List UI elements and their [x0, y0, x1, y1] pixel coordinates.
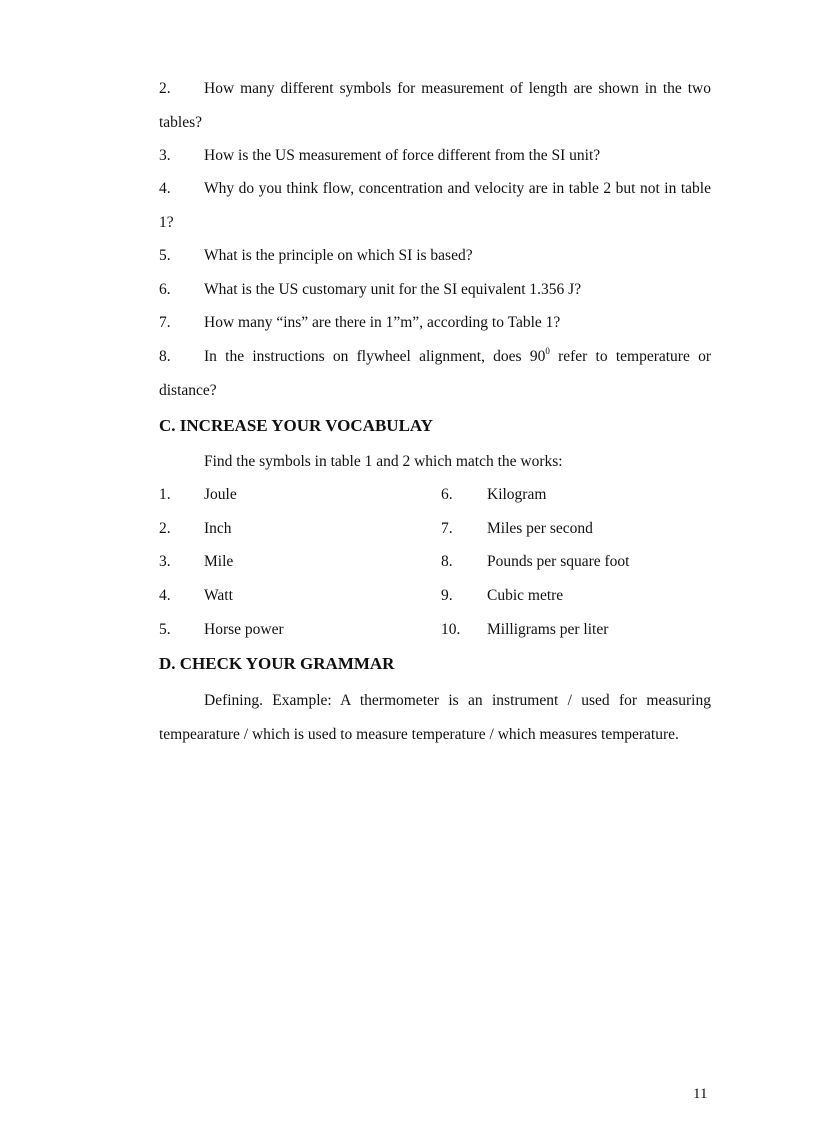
vocab-word: Cubic metre: [487, 587, 564, 604]
section-c-instruction: Find the symbols in table 1 and 2 which match the works:: [204, 453, 563, 470]
question-number: 3.: [159, 147, 171, 164]
vocab-word: Miles per second: [487, 520, 593, 537]
vocab-row: [159, 584, 719, 608]
vocab-number: 3.: [159, 553, 171, 570]
vocab-number: 7.: [441, 520, 453, 537]
question-4: [159, 172, 711, 239]
vocab-word: Pounds per square foot: [487, 553, 630, 570]
question-6: [159, 273, 711, 307]
vocab-number: 6.: [441, 486, 453, 503]
vocab-word: Joule: [204, 486, 237, 503]
vocab-number: 9.: [441, 587, 453, 604]
question-text: In the instructions on flywheel alignment, does 90: [204, 348, 546, 365]
question-5: [159, 239, 711, 273]
question-8: [159, 340, 711, 407]
vocab-number: 2.: [159, 520, 171, 537]
vocab-number: 4.: [159, 587, 171, 604]
vocab-number: 5.: [159, 621, 171, 638]
question-7: [159, 306, 711, 340]
question-number: 7.: [159, 314, 171, 331]
vocab-word: Milligrams per liter: [487, 621, 609, 638]
vocab-number: 10.: [441, 621, 461, 638]
question-text: How many different symbols for measurement of length are shown in the two tables?: [159, 80, 711, 131]
question-number: 4.: [159, 180, 171, 197]
page-number: 11: [693, 1086, 708, 1102]
vocab-row: [159, 517, 719, 541]
question-number: 8.: [159, 348, 171, 365]
section-d-heading: D. CHECK YOUR GRAMMAR: [159, 654, 395, 673]
question-text: How is the US measurement of force different from the SI unit?: [204, 147, 601, 164]
question-text-continued: refer to temperature or distance?: [159, 348, 711, 399]
vocab-word: Inch: [204, 520, 232, 537]
question-text: What is the US customary unit for the SI equivalent 1.356 J?: [204, 281, 582, 298]
vocab-number: 1.: [159, 486, 171, 503]
vocab-row: [159, 483, 719, 507]
question-text: How many “ins” are there in 1”m”, according to Table 1?: [204, 314, 561, 331]
vocab-number: 8.: [441, 553, 453, 570]
vocab-row: [159, 550, 719, 574]
question-text: Why do you think flow, concentration and velocity are in table 2 but not in table 1?: [159, 180, 711, 231]
section-d-paragraph: Defining. Example: A thermometer is an instrument / used for measuring tempearature / which is used to measure temperature / which measures temperature.: [159, 692, 711, 743]
question-number: 5.: [159, 247, 171, 264]
question-3: [159, 139, 711, 173]
vocab-word: Kilogram: [487, 486, 547, 503]
vocab-word: Mile: [204, 553, 234, 570]
vocab-word: Horse power: [204, 621, 284, 638]
vocab-word: Watt: [204, 587, 233, 604]
question-number: 6.: [159, 281, 171, 298]
question-2: [159, 72, 711, 139]
question-text: What is the principle on which SI is based?: [204, 247, 473, 264]
question-number: 2.: [159, 80, 171, 97]
section-c-heading: C. INCREASE YOUR VOCABULAY: [159, 416, 433, 435]
degree-superscript: 0: [545, 346, 550, 356]
vocab-row: [159, 618, 719, 642]
